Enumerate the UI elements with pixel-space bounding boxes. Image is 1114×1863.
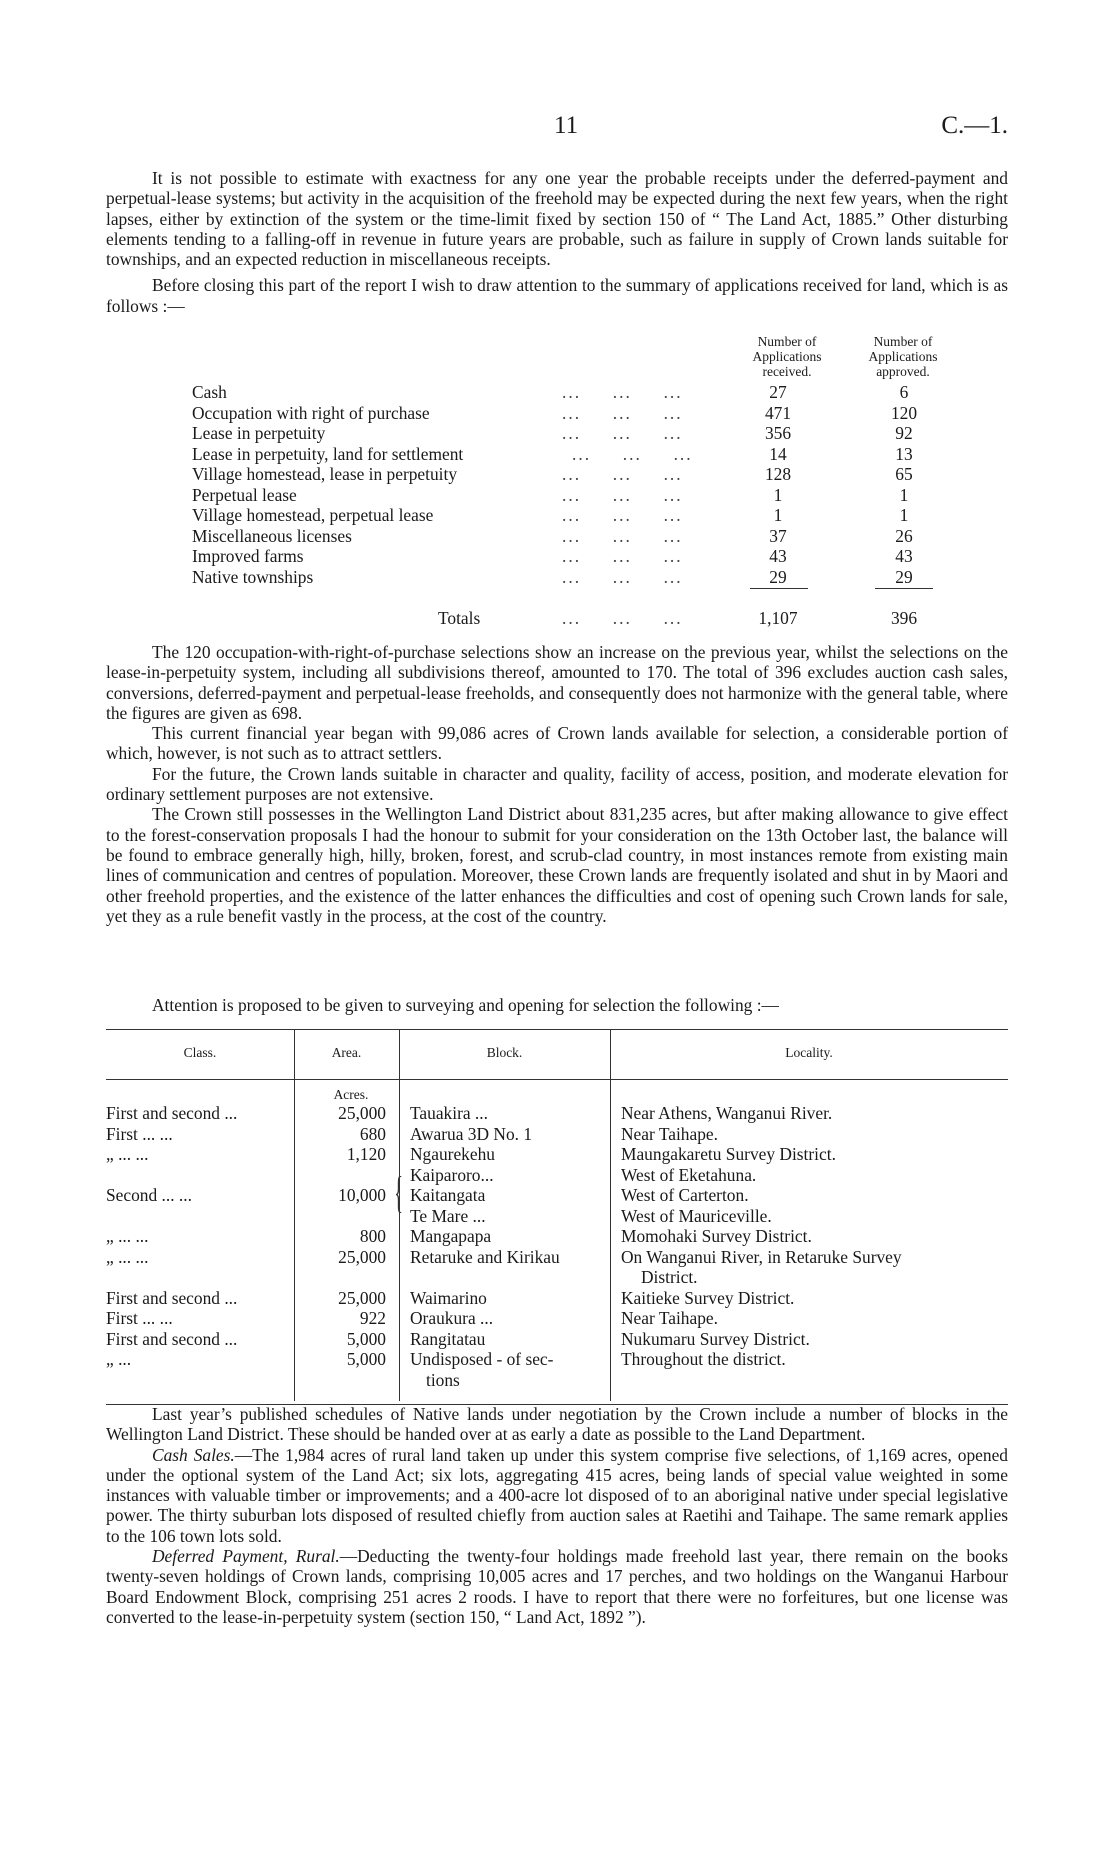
summary-row [192,464,1012,484]
table-cell-locality: Kaitieke Survey District. [621,1287,795,1308]
received-value: 43 [769,546,787,566]
header-locality: Locality. [785,1045,833,1060]
summary-row [192,382,1012,402]
table-cell-locality: On Wanganui River, in Retaruke Survey [621,1246,902,1267]
attention-line: Attention is proposed to be given to surveying and opening for selection the following :— [152,995,779,1015]
paragraph-lead: Cash Sales. [152,1444,235,1465]
table-cell-area: 25,000 [338,1287,386,1308]
table-cell-locality: Momohaki Survey District. [621,1226,812,1246]
paragraph-body: —Deducting the twenty-four holdings made freehold last year, there remain on the books twenty-seven holdings of Crown lands, comprising 10,005 acres and 17 perches, and two holdings on the Wanganui Harbour Board Endowment Block, comprising 251 acres 2 roods. I have to report that there were no forfeitures, but one license was converted to the lease-in-perpetuity system (section 150, “ Land Act, 1892 ”). [106,1546,1008,1627]
approved-value: 29 [895,566,913,587]
received-total-rule [750,588,808,590]
received-value: 471 [764,402,792,423]
table-cell-class: „ ... ... [106,1246,149,1267]
paragraph [106,1404,1008,1445]
table-cell-block: tions [426,1369,460,1390]
leader-dots: ... ... ... [562,402,683,423]
table-cell-area: 10,000 [338,1185,386,1205]
received-value: 1 [773,505,783,525]
row-label: Perpetual lease [192,484,297,505]
table-cell-block: Tauakira ... [410,1103,488,1123]
row-label: Improved farms [192,546,304,566]
approved-value: 26 [895,525,913,546]
leader-dots: ... ... ... [562,546,683,566]
table-cell-class: First ... ... [106,1308,173,1328]
row-label: Miscellaneous licenses [192,525,352,546]
commentary-section [106,642,1008,926]
row-label: Lease in perpetuity [192,423,326,443]
table-cell-area: 1,120 [346,1144,386,1164]
table-cell-class: First and second ... [106,1287,238,1308]
intro-section [106,168,1008,316]
paragraph: This current financial year began with 99,086 acres of Crown lands available for selection, a considerable portion of which, however, is not such as to attract settlers. [106,723,1008,764]
table-cell-block: Retaruke and Kirikau [410,1246,560,1267]
approved-value: 6 [899,382,909,402]
table-cell-locality: Near Taihape. [621,1123,718,1144]
column-divider [610,1029,611,1401]
summary-row [192,526,1012,546]
paragraph [106,1445,1008,1546]
table-cell-area: 25,000 [338,1246,386,1267]
leader-dots: ... ... ... [562,423,683,443]
closing-section [106,1404,1008,1627]
leader-dots: ... ... ... [562,505,683,525]
header-area: Area. [331,1045,362,1060]
summary-row [192,505,1012,525]
received-value: 14 [769,443,787,464]
totals-label: Totals [438,608,481,628]
table-cell-area: 922 [359,1308,386,1328]
table-cell-block: Awarua 3D No. 1 [410,1123,533,1144]
paper-reference: C.—1. [941,112,1008,139]
table-cell-class: Second ... ... [106,1185,192,1205]
approved-value: 1 [899,505,909,525]
paragraph-lead: Deferred Payment, Rural. [152,1546,340,1567]
approved-value: 92 [895,423,913,443]
leader-dots: ... ... ... [572,443,693,464]
leader-dots: ... ... ... [562,608,683,628]
received-value: 37 [769,525,787,546]
summary-row [192,567,1012,587]
row-label: Lease in perpetuity, land for settlement [192,443,464,464]
row-label: Village homestead, lease in perpetuity [192,464,458,484]
table-header-rule [106,1079,1008,1080]
approved-value: 65 [895,464,913,484]
table-cell-block: Ngaurekehu [410,1144,495,1164]
grouping-brace: { [394,1168,403,1217]
received-value: 29 [769,566,787,587]
table-cell-class: First and second ... [106,1103,238,1123]
table-cell-class: First and second ... [106,1328,238,1349]
row-label: Occupation with right of purchase [192,402,430,423]
table-cell-class: „ ... ... [106,1226,149,1246]
header-class: Class. [183,1045,217,1060]
table-cell-area: 800 [359,1226,386,1246]
leader-dots: ... ... ... [562,566,683,587]
summary-row [192,485,1012,505]
received-value: 27 [769,382,787,402]
table-cell-block: Waimarino [410,1287,487,1308]
summary-row [192,444,1012,464]
approved-total-rule [875,588,933,590]
row-label: Cash [192,382,227,402]
paragraph: The Crown still possesses in the Wellington Land District about 831,235 acres, but after making allowance to give effect to the forest-conservation proposals I had the honour to submit for your consideration on the 13th October last, the balance will be found to embrace generally high, hilly, broken, forest, and scrub-clad country, in most instances remote from existing main lines of communication and centres of population. Moreover, these Crown lands are frequently isolated and shut in by Maori and other freehold properties, and the existence of the latter enhances the difficulties and cost of opening such Crown lands for sale, yet they as a rule benefit vastly in the process, at the cost of the country. [106,804,1008,926]
leader-dots: ... ... ... [562,525,683,546]
received-value: 128 [764,464,792,484]
column-header-received: Number of Applications received. [752,334,822,379]
table-cell-locality: Maungakaretu Survey District. [621,1144,836,1164]
table-cell-area: 5,000 [346,1328,386,1349]
paragraph: Before closing this part of the report I wish to draw attention to the summary of applications received for land, which is as follows :— [106,275,1008,316]
survey-table [106,1025,1008,1405]
table-cell-block: Kaitangata [410,1185,486,1205]
summary-row [192,423,1012,443]
table-cell-block: Mangapapa [410,1226,492,1246]
row-label: Village homestead, perpetual lease [192,505,434,525]
approved-total: 396 [890,608,918,628]
summary-row [192,403,1012,423]
table-cell-locality: West of Eketahuna. [621,1164,757,1185]
approved-value: 120 [890,402,918,423]
approved-value: 13 [895,443,913,464]
page-number: 11 [554,112,579,139]
approved-value: 43 [895,546,913,566]
paragraph: It is not possible to estimate with exactness for any one year the probable receipts under the deferred-payment and perpetual-lease systems; but activity in the acquisition of the freehold may be expected during the next few years, when the right lapses, either by extinction of the system or the time-limit fixed by section 150 of “ The Land Act, 1885.” Other disturbing elements tending to a falling-off in revenue in future years are probable, such as failure in supply of Crown lands suitable for townships, and an expected reduction in miscellaneous receipts. [106,168,1008,270]
table-cell-class: „ ... [106,1349,132,1369]
table-cell-locality: Near Athens, Wanganui River. [621,1103,833,1123]
table-cell-class: First ... ... [106,1123,173,1144]
table-top-rule [106,1029,1008,1030]
table-cell-block: Rangitatau [410,1328,486,1349]
table-cell-locality: Near Taihape. [621,1308,718,1328]
paragraph [106,1546,1008,1627]
leader-dots: ... ... ... [562,484,683,505]
paragraph: The 120 occupation-with-right-of-purchase selections show an increase on the previous year, whilst the selections on the lease-in-perpetuity system, including all subdivisions thereof, amounted to 170. The total of 396 excludes auction cash sales, conversions, deferred-payment and perpetual-lease freeholds, and consequently does not harmonize with the general table, where the figures are given as 698. [106,642,1008,723]
table-cell-locality: District. [641,1267,698,1287]
received-value: 1 [773,484,783,505]
area-units: Acres. [333,1087,369,1102]
table-cell-locality: West of Mauriceville. [621,1205,772,1226]
leader-dots: ... ... ... [562,382,683,402]
paragraph: For the future, the Crown lands suitable in character and quality, facility of access, position, and moderate elevation for ordinary settlement purposes are not extensive. [106,763,1008,805]
row-label: Native townships [192,566,314,587]
table-cell-area: 25,000 [338,1103,386,1123]
summary-row [192,546,1012,566]
table-cell-locality: Nukumaru Survey District. [621,1328,810,1349]
approved-value: 1 [899,484,909,505]
received-value: 356 [764,423,792,443]
table-cell-locality: Throughout the district. [621,1349,786,1369]
paragraph-body: Last year’s published schedules of Native lands under negotiation by the Crown include a number of blocks in the Wellington Land District. These should be handed over at as early a date as possible to the Land Department. [106,1404,1008,1445]
paragraph-body: —The 1,984 acres of rural land taken up under this system comprise five selections, of 1,169 acres, opened under the optional system of the Land Act; six lots, aggregating 415 acres, being lands of special value weighted in some instances with valuable timber or improvements; and a 400-acre lot disposed of to an aboriginal native under special legislative power. The thirty suburban lots disposed of resulted chiefly from auction sales at Raetihi and Taihape. The same remark applies to the 106 town lots sold. [106,1444,1008,1546]
leader-dots: ... ... ... [562,464,683,484]
column-header-approved: Number of Applications approved. [868,334,938,379]
table-cell-block: Undisposed - of sec- [410,1349,554,1369]
table-cell-area: 5,000 [346,1349,386,1369]
table-cell-block: Oraukura ... [410,1308,494,1328]
received-total: 1,107 [758,608,798,628]
table-cell-block: Te Mare ... [410,1205,486,1226]
table-cell-class: „ ... ... [106,1144,149,1164]
page-header [106,112,1008,142]
summary-totals-row [192,608,1012,628]
table-cell-block: Kaiparoro... [410,1164,494,1185]
table-cell-area: 680 [359,1123,386,1144]
table-cell-locality: West of Carterton. [621,1185,749,1205]
header-block: Block. [486,1045,523,1060]
